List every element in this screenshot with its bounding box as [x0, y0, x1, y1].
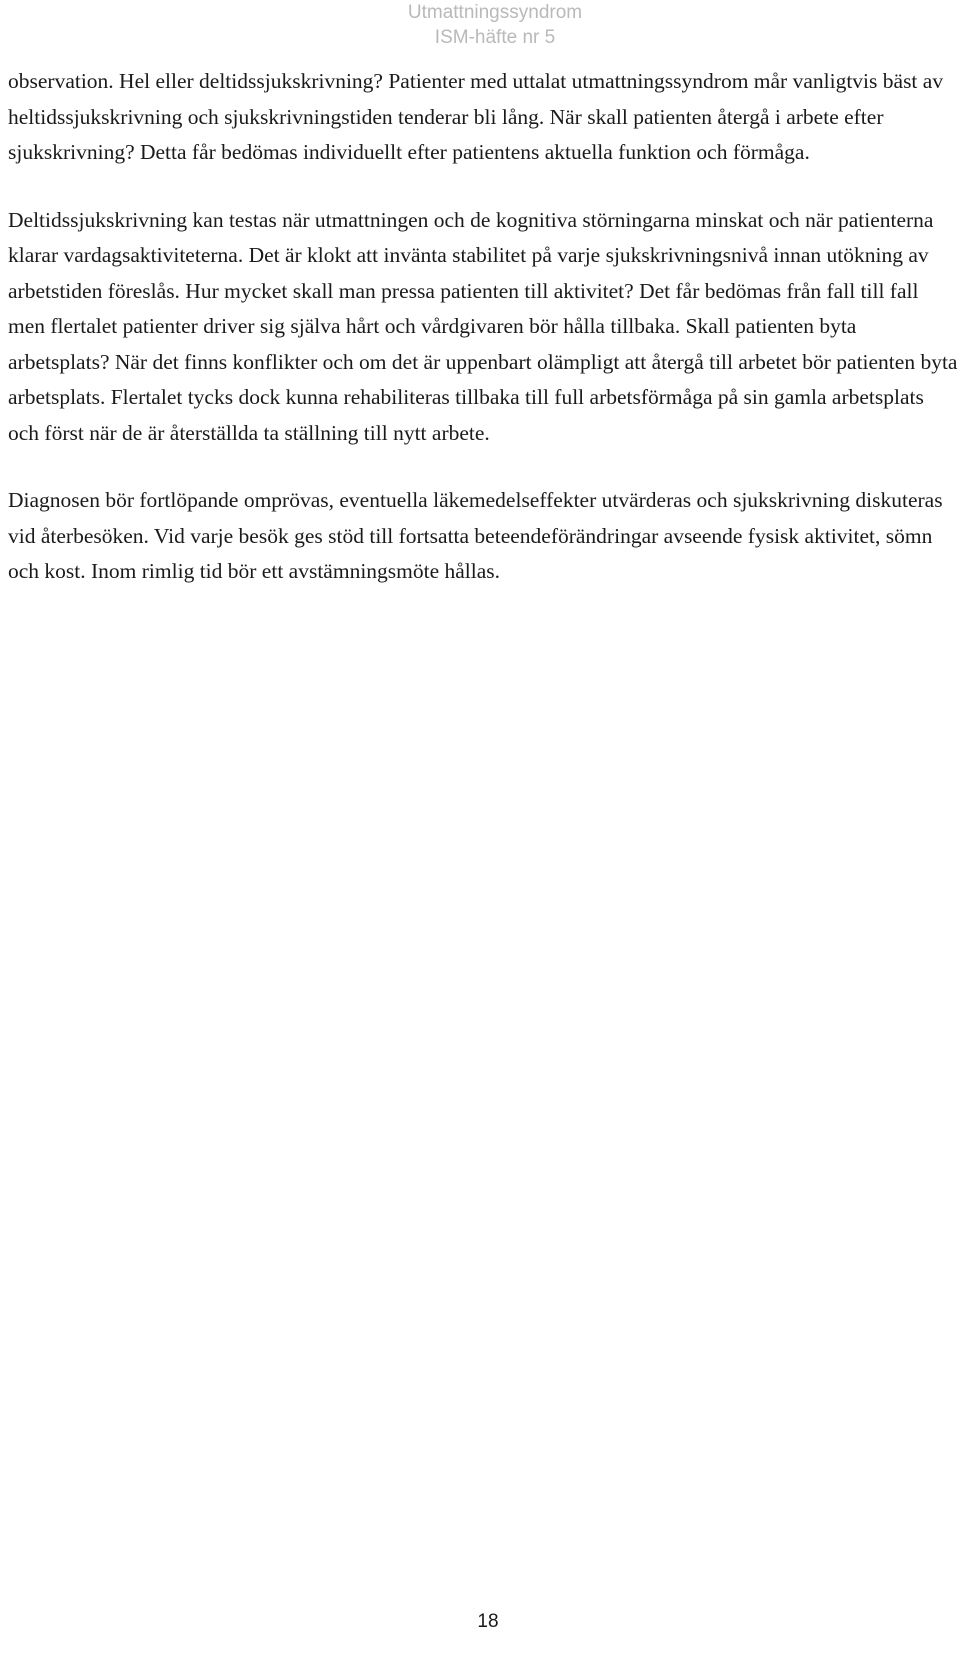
header-subtitle: ISM-häfte nr 5: [434, 27, 556, 48]
paragraph-sick-leave: observation. Hel eller deltidssjukskrivning? Patienter med uttalat utmattningssyndrom mår vanligtvis bäst av heltidssjukskrivning och sjukskrivningstiden tenderar bli lång. När skall patienten återgå i arbete efter sjukskrivning? Detta får bedömas individuellt efter patientens aktuella funktion och förmåga.: [8, 69, 944, 164]
header-title: Utmattningssyndrom: [407, 2, 583, 23]
body-text: [8, 64, 960, 622]
paragraph-diagnosis-review: Diagnosen bör fortlöpande omprövas, eventuella läkemedelseffekter utvärderas och sjukskrivning diskuteras vid återbesöken. Vid varje besök ges stöd till fortsatta beteendeförändringar avseende fysisk aktivitet, sömn och kost. Inom rimlig tid bör ett avstämningsmöte hållas.: [8, 488, 943, 583]
running-header: [0, 0, 960, 50]
paragraph-part-time-sick-leave: Deltidssjukskrivning kan testas när utmattningen och de kognitiva störningarna minskat och när patienterna klarar vardagsaktiviteterna. Det är klokt att invänta stabilitet på varje sjukskrivningsnivå innan utökning av arbetstiden föreslås. Hur mycket skall man pressa patienten till aktivitet? Det får bedömas från fall till fall men flertalet patienter driver sig själva hårt och vårdgivaren bör hålla tillbaka. Skall patienten byta arbetsplats? När det finns konflikter och om det är uppenbart olämpligt att återgå till arbetet bör patienten byta arbetsplats. Flertalet tycks dock kunna rehabiliteras tillbaka till full arbetsförmåga på sin gamla arbetsplats och först när de är återställda ta ställning till nytt arbete.: [8, 207, 958, 445]
page-number: 18: [477, 1611, 499, 1632]
